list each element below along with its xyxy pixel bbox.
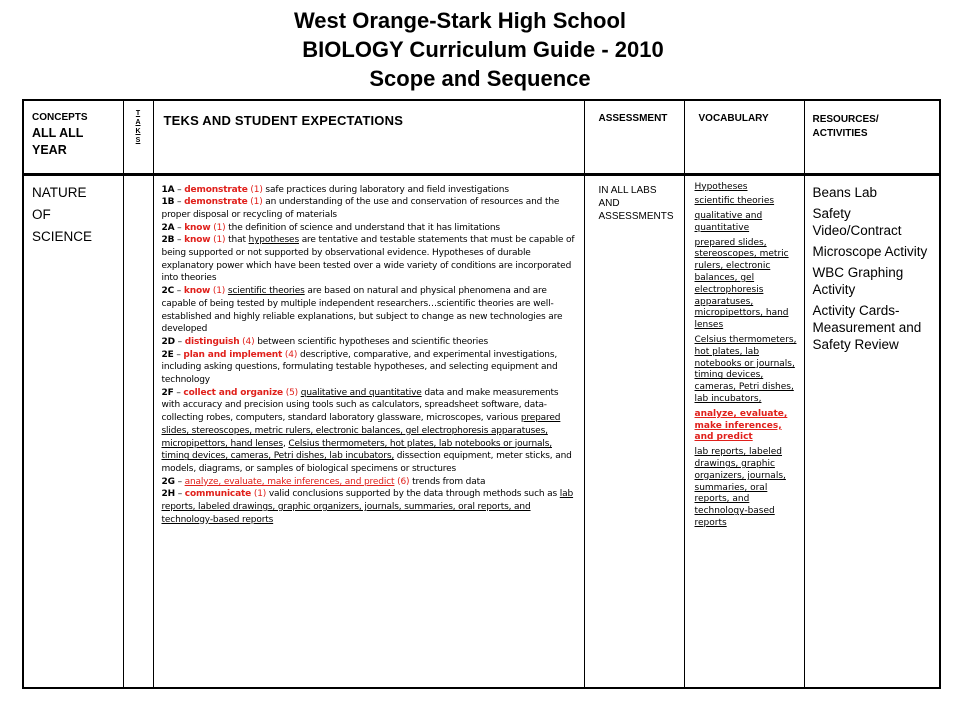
teks-code: 2A	[161, 222, 175, 233]
teks-item-1b: 1B – demonstrate (1) an understanding of the use and conservation of resources and the proper disposal or recycling of materials	[161, 197, 560, 220]
vocabulary-header: VOCABULARY	[684, 100, 804, 174]
teks-item-1a: 1A – demonstrate (1) safe practices during laboratory and field investigations	[161, 184, 509, 195]
teks-item-2g: 2G – analyze, evaluate, make inferences, and predict (6) trends from data	[161, 476, 486, 487]
teks-level: (5)	[285, 387, 299, 398]
guide-subtitle: Scope and Sequence	[369, 66, 591, 91]
teks-code: 2E	[161, 349, 174, 360]
teks-level: (1)	[213, 222, 226, 233]
teks-term: qualitative and quantitative	[300, 387, 422, 398]
vocab-term: Celsius thermometers, hot plates, lab notebooks or journals, timing devices, cameras, Petri dishes, lab incubators,	[694, 335, 797, 405]
teks-level: (6)	[397, 476, 410, 487]
teks-item-2a: 2A – know (1) the definition of science and understand that it has limitations	[161, 222, 500, 233]
resource-item: Beans Lab	[812, 184, 878, 200]
teks-header: TEKS AND STUDENT EXPECTATIONS	[153, 100, 584, 174]
vocab-term: analyze, evaluate, make inferences, and predict	[694, 408, 788, 443]
teks-level: (1)	[213, 235, 226, 246]
header-row	[23, 100, 940, 174]
curriculum-table	[22, 99, 941, 689]
teks-term: prepared slides, stereoscopes, metric rulers, electronic balances, gel electrophoresis apparatuses, micropipettors, hand lenses	[161, 413, 561, 449]
teks-level: (1)	[250, 184, 263, 195]
vocab-term: lab reports, labeled drawings, graphic organizers, journals, summaries, oral reports, and technology-based reports	[694, 447, 786, 529]
teks-term: lab reports, labeled drawings, graphic organizers, journals, summaries, oral reports, and technology-based reports	[161, 489, 574, 525]
teks-level: (4)	[242, 336, 255, 347]
teks-code: 1A	[161, 184, 175, 195]
taks-cell	[123, 174, 153, 688]
teks-code: 2F	[161, 387, 174, 398]
vocab-term: qualitative and quantitative	[694, 211, 763, 233]
vocab-term: prepared slides, stereoscopes, metric rulers, electronic balances, gel electrophoresis apparatuses, micropipettors, hand lenses	[694, 237, 789, 331]
teks-code: 2D	[161, 336, 175, 347]
teks-code: 2C	[161, 286, 175, 297]
vocab-term: Hypotheses	[694, 181, 748, 192]
teks-term: analyze, evaluate, make inferences, and predict	[184, 476, 395, 487]
concept-cell: NATURE OF SCIENCE	[23, 174, 123, 688]
resources-cell	[804, 174, 940, 688]
teks-item-2c: 2C – know (1) scientific theories are based on natural and physical phenomena and are capable of being tested by multiple independent researchers…scientific theories are well-established and highly reliable explanations, but subject to change as new technologies are developed	[161, 286, 563, 335]
assessment-header: ASSESSMENT	[584, 100, 684, 174]
teks-verb: demonstrate	[184, 197, 248, 208]
table-row	[23, 174, 940, 688]
taks-header: T A K S	[123, 100, 153, 174]
teks-verb: know	[184, 235, 211, 246]
teks-item-2e: 2E – plan and implement (4) descriptive, comparative, and experimental investigations, including asking questions, formulating testable hypotheses, and selecting equipment and technology	[161, 349, 558, 386]
resource-item: Safety Video/Contract	[812, 205, 902, 238]
teks-level: (1)	[253, 489, 267, 500]
teks-code: 1B	[161, 197, 175, 208]
teks-item-2f: 2F – collect and organize (5) qualitative and quantitative data and make measurements with accuracy and precision using tools such as calculators, spreadsheet software, data-collecting robes, computers, standard laboratory glassware, microscopes, various prepared slides, stereoscopes, metric rulers, electronic balances, gel electrophoresis apparatuses, micropipettors, hand lenses, Celsius thermometers, hot plates, lab notebooks or journals, timing devices, cameras, Petri dishes, lab incubators, dissection equipment, meter sticks, and models, diagrams, or samples of biological specimens or structures	[161, 387, 572, 474]
teks-term: scientific theories	[227, 286, 305, 297]
teks-level: (1)	[250, 197, 263, 208]
teks-verb: distinguish	[184, 336, 240, 347]
resource-item: Microscope Activity	[812, 243, 928, 259]
resource-item: Activity Cards-Measurement and Safety Review	[812, 302, 922, 352]
teks-code: 2B	[161, 235, 175, 246]
teks-verb: communicate	[184, 489, 252, 500]
assessment-cell: IN ALL LABS AND ASSESSMENTS	[584, 174, 684, 688]
teks-term: hypotheses	[248, 235, 299, 246]
school-name: West Orange-Stark High School	[293, 8, 627, 33]
vocab-term: scientific theories	[694, 196, 775, 207]
teks-code: 2G	[161, 476, 175, 487]
guide-title: BIOLOGY Curriculum Guide - 2010	[302, 37, 664, 62]
teks-verb: know	[183, 286, 211, 297]
teks-level: (1)	[212, 286, 226, 297]
teks-verb: know	[184, 222, 211, 233]
teks-item-2b: 2B – know (1) that hypotheses are tentative and testable statements that must be capable of being supported or not supported by observational evidence. Hypotheses of durable explanatory power which have been tested over a wide variety of conditions are incorporated into theories	[161, 235, 575, 284]
teks-verb: collect and organize	[183, 387, 283, 398]
teks-item-2h: 2H – communicate (1) valid conclusions supported by the data through methods such as lab reports, labeled drawings, graphic organizers, journals, summaries, oral reports, and technology-based reports	[161, 489, 574, 525]
teks-level: (4)	[284, 349, 298, 360]
resources-header: RESOURCES/ ACTIVITIES	[804, 100, 940, 174]
teks-item-2d: 2D – distinguish (4) between scientific hypotheses and scientific theories	[161, 336, 489, 347]
document-title	[0, 6, 960, 93]
resource-item: WBC Graphing Activity	[812, 264, 904, 297]
concepts-header: CONCEPTS ALL ALL YEAR	[23, 100, 123, 174]
teks-verb: demonstrate	[184, 184, 248, 195]
teks-term: Celsius thermometers, hot plates, lab notebooks or journals, timing devices, cameras, Petri dishes, lab incubators,	[161, 438, 552, 462]
teks-verb: plan and implement	[183, 349, 283, 360]
vocabulary-cell	[684, 174, 804, 688]
teks-code: 2H	[161, 489, 175, 500]
teks-cell	[153, 174, 584, 688]
